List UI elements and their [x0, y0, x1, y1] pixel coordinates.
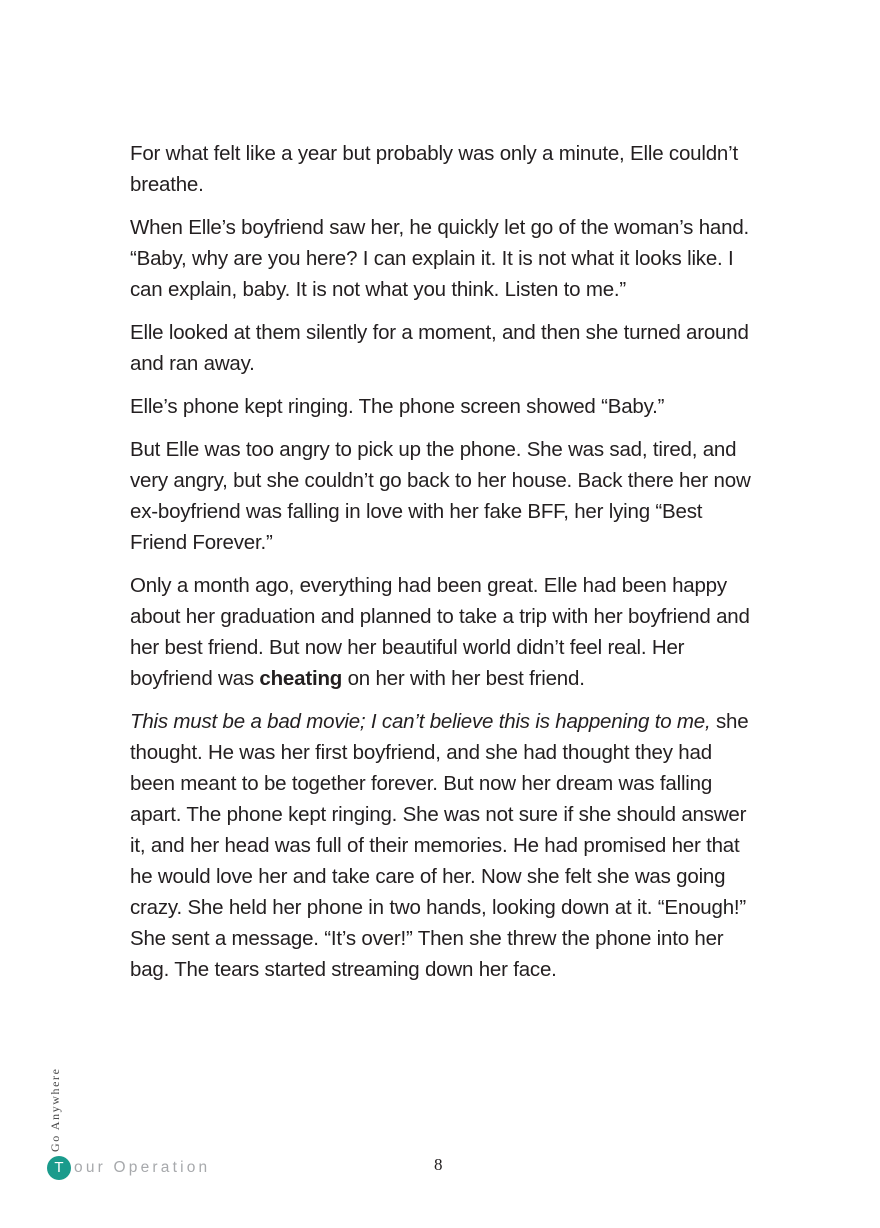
paragraph-4: Elle’s phone kept ringing. The phone screen showed “Baby.” [130, 395, 665, 418]
paragraph-6 [130, 570, 758, 694]
paragraph-6-end: on her with her best friend. [342, 667, 585, 690]
paragraph-7-rest: she thought. He was her first boyfriend, and she had thought they had been meant to be together forever. But now her dream was falling apart. The phone kept ringing. She was not sure if she should answer it, and her head was full of their memories. He had promised her that he would love her and take care of her. Now she felt she was going crazy. She held her phone in two hands, looking down at it. “Enough!” She sent a message. “It’s over!” Then she threw the phone into her bag. The tears started streaming down her face. [130, 710, 749, 981]
brand-initial-badge: T [47, 1156, 71, 1180]
inner-thought-italic: This must be a bad movie; I can’t believe this is happening to me, [130, 710, 711, 733]
story-text [130, 138, 758, 997]
vocabulary-word-bold: cheating [259, 667, 343, 690]
paragraph-2: When Elle’s boyfriend saw her, he quickly let go of the woman’s hand. “Baby, why are you here? I can explain it. It is not what it looks like. I can explain, baby. It is not what you think. Listen to me.” [130, 216, 750, 301]
paragraph-1: For what felt like a year but probably was only a minute, Elle couldn’t breathe. [130, 142, 738, 196]
paragraph-5: But Elle was too angry to pick up the phone. She was sad, tired, and very angry, but she couldn’t go back to her house. Back there her now ex-boyfriend was falling in love with her fake BFF, her lying “Best Friend Forever.” [130, 438, 751, 554]
page-number: 8 [434, 1155, 443, 1174]
brand-logo [47, 1156, 210, 1180]
paragraph-3: Elle looked at them silently for a moment, and then she turned around and ran away. [130, 321, 749, 375]
paragraph-7 [130, 706, 758, 985]
paragraph-6-start: Only a month ago, everything had been great. Elle had been happy about her graduation and planned to take a trip with her boyfriend and her best friend. But now her beautiful world didn’t feel real. Her boyfriend was [130, 574, 750, 690]
brand-name: our Operation [74, 1159, 211, 1176]
series-side-label: Go Anywhere [48, 1067, 62, 1152]
